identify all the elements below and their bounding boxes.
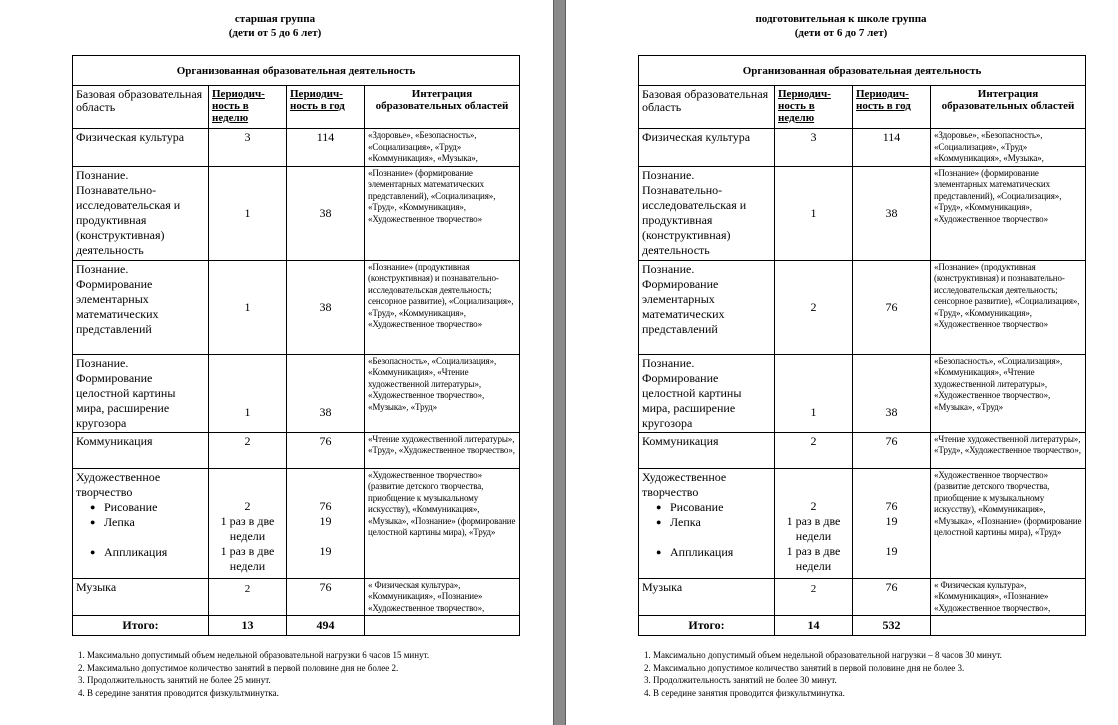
list-item: ● Аппликация (658, 545, 771, 560)
integration-cell: «Художественное творчество» (развитие детского творчества, приобщение к музыкальному искусству), «Коммуникация», «Музыка», «Познание» (формирование целостной картины мира), «Труд» (931, 468, 1086, 578)
group-name: старшая группа (234, 13, 316, 25)
table-title: Организованная образовательная деятельность (73, 56, 520, 86)
group-age: (дети от 6 до 7 лет) (794, 27, 888, 39)
integration-cell: «Здоровье», «Безопасность», «Социализация», «Труд» «Коммуникация», «Музыка», (931, 129, 1086, 167)
area-cell: Познание. Формирование целостной картины мира, расширение кругозора (639, 354, 775, 432)
page-title (140, 12, 410, 40)
header-year: Периодич-ность в год (287, 86, 365, 129)
week-cell: 3 (209, 129, 287, 167)
year-cell: 76 (853, 260, 931, 354)
year-cell: 76 (853, 578, 931, 616)
week-cell: 3 (775, 129, 853, 167)
note-item: 2. Максимально допустимое количество занятий в первой половине дня не более 3. (644, 662, 965, 673)
table-row (73, 578, 520, 616)
note-item: 1. Максимально допустимый объем недельной образовательной нагрузки 6 часов 15 минут. (78, 650, 430, 660)
total-empty (365, 616, 520, 636)
week-cell: 2 (775, 432, 853, 468)
table-row (73, 166, 520, 260)
table-title: Организованная образовательная деятельность (639, 56, 1086, 86)
year-value: 19 (885, 543, 898, 558)
table-row (639, 129, 1086, 167)
note-item: 3. Продолжительность занятий не более 25 минут. (78, 675, 271, 685)
year-cell: 38 (853, 354, 931, 432)
note-item: 4. В середине занятия проводится физкультминутка. (78, 687, 279, 698)
table-title-row (639, 56, 1086, 86)
total-week: 14 (775, 616, 853, 636)
group-age: (дети от 5 до 6 лет) (228, 27, 322, 39)
year-value: 19 (319, 513, 332, 528)
integration-cell: « Физическая культура», «Коммуникация», «Познание» «Художественное творчество», (931, 578, 1086, 616)
week-cell (209, 468, 287, 578)
schedule-table (72, 55, 520, 636)
week-cell: 1 (775, 166, 853, 260)
page-divider (553, 0, 566, 725)
week-cell: 1 (209, 354, 287, 432)
area-cell: Коммуникация (73, 432, 209, 468)
year-cell: 76 (853, 432, 931, 468)
header-row (73, 86, 520, 129)
year-cell: 76 (287, 578, 365, 616)
note-item: 3. Продолжительность занятий не более 30 минут. (644, 675, 837, 685)
document-page-right (566, 0, 1118, 725)
week-value: 2 (810, 498, 817, 513)
week-value: 1 раз в две недели (220, 513, 275, 543)
header-year: Периодич-ность в год (853, 86, 931, 129)
year-value: 76 (885, 498, 898, 513)
notes-list (78, 649, 429, 699)
total-year: 532 (853, 616, 931, 636)
week-cell: 2 (209, 432, 287, 468)
year-value: 19 (885, 513, 898, 528)
year-cell (287, 468, 365, 578)
header-integration: Интеграция образовательных областей (365, 86, 520, 129)
table-row (73, 468, 520, 578)
header-week: Периодич-ность в неделю (775, 86, 853, 129)
week-value: 1 раз в две недели (220, 543, 275, 573)
area-cell: Познание. Формирование элементарных математических представлений (73, 260, 209, 354)
header-row (639, 86, 1086, 129)
integration-cell: «Познание» (продуктивная (конструктивная) и познавательно-исследовательская деятельность; сенсорное развитие), «Социализация», «Труд», «Коммуникация», «Художественное творчество» (365, 260, 520, 354)
document-page-left (0, 0, 553, 725)
table-row (639, 432, 1086, 468)
year-cell (853, 468, 931, 578)
total-label: Итого: (639, 616, 775, 636)
integration-cell: «Чтение художественной литературы», «Труд», «Художественное творчество», (365, 432, 520, 468)
art-area-title: Художественное творчество (76, 469, 161, 499)
week-value: 2 (244, 498, 251, 513)
area-cell: Познание. Познавательно-исследовательская и продуктивная (конструктивная) деятельность (639, 166, 775, 260)
week-cell: 2 (775, 578, 853, 616)
schedule-table (638, 55, 1086, 636)
total-label: Итого: (73, 616, 209, 636)
area-cell: Музыка (639, 578, 775, 616)
table-row (639, 354, 1086, 432)
table-row (73, 260, 520, 354)
integration-cell: «Здоровье», «Безопасность», «Социализация», «Труд» «Коммуникация», «Музыка», (365, 129, 520, 167)
integration-cell: «Познание» (формирование элементарных математических представлений), «Социализация», «Труд», «Коммуникация», «Художественное творчество» (931, 166, 1086, 260)
notes-list (644, 649, 1002, 699)
table-row (639, 468, 1086, 578)
week-cell: 1 (775, 354, 853, 432)
art-area-title: Художественное творчество (642, 469, 727, 499)
table-title-row (73, 56, 520, 86)
integration-cell: «Познание» (формирование элементарных математических представлений), «Социализация», «Труд», «Коммуникация», «Художественное творчество» (365, 166, 520, 260)
integration-cell: «Чтение художественной литературы», «Труд», «Художественное творчество», (931, 432, 1086, 468)
area-cell (639, 468, 775, 578)
table-row (73, 129, 520, 167)
year-value: 19 (319, 543, 332, 558)
list-item: ● Рисование (658, 500, 771, 515)
integration-cell: «Художественное творчество» (развитие детского творчества, приобщение к музыкальному искусству), «Коммуникация», «Музыка», «Познание» (формирование целостной картины мира), «Труд» (365, 468, 520, 578)
area-cell: Физическая культура (73, 129, 209, 167)
year-cell: 114 (287, 129, 365, 167)
header-week: Периодич-ность в неделю (209, 86, 287, 129)
year-cell: 114 (853, 129, 931, 167)
area-cell: Познание. Познавательно-исследовательская и продуктивная (конструктивная) деятельность (73, 166, 209, 260)
note-item: 1. Максимально допустимый объем недельной образовательной нагрузки – 8 часов 30 минут. (644, 650, 1002, 660)
list-item: ● Лепка (658, 515, 771, 530)
year-cell: 38 (287, 354, 365, 432)
integration-cell: «Безопасность», «Социализация», «Коммуникация», «Чтение художественной литературы», «Художественное творчество», «Музыка», «Труд» (931, 354, 1086, 432)
week-cell: 2 (209, 578, 287, 616)
note-item: 2. Максимально допустимое количество занятий в первой половине дня не более 2. (78, 662, 399, 673)
list-item: ● Лепка (92, 515, 205, 530)
area-cell: Музыка (73, 578, 209, 616)
area-cell: Коммуникация (639, 432, 775, 468)
week-cell: 1 (209, 260, 287, 354)
year-value: 76 (319, 498, 332, 513)
year-cell: 38 (287, 166, 365, 260)
integration-cell: «Безопасность», «Социализация», «Коммуникация», «Чтение художественной литературы», «Художественное творчество», «Музыка», «Труд» (365, 354, 520, 432)
integration-cell: «Познание» (продуктивная (конструктивная) и познавательно-исследовательская деятельность; сенсорное развитие), «Социализация», «Труд», «Коммуникация», «Художественное творчество» (931, 260, 1086, 354)
header-integration: Интеграция образовательных областей (931, 86, 1086, 129)
integration-cell: « Физическая культура», «Коммуникация», «Познание» «Художественное творчество», (365, 578, 520, 616)
note-item: 4. В середине занятия проводится физкультминутка. (644, 687, 845, 698)
year-cell: 76 (287, 432, 365, 468)
week-cell: 1 (209, 166, 287, 260)
table-row (73, 432, 520, 468)
page-title (696, 12, 986, 40)
total-empty (931, 616, 1086, 636)
header-area: Базовая образовательная область (73, 86, 209, 129)
week-cell: 2 (775, 260, 853, 354)
header-area: Базовая образовательная область (639, 86, 775, 129)
art-sublist (92, 500, 205, 560)
table-row (639, 578, 1086, 616)
year-cell: 38 (287, 260, 365, 354)
table-row (639, 260, 1086, 354)
art-sublist (658, 500, 771, 560)
week-value: 1 раз в две недели (786, 543, 841, 573)
total-row (73, 616, 520, 636)
week-cell (775, 468, 853, 578)
area-cell: Познание. Формирование элементарных математических представлений (639, 260, 775, 354)
area-cell: Физическая культура (639, 129, 775, 167)
year-cell: 38 (853, 166, 931, 260)
list-item: ● Аппликация (92, 545, 205, 560)
table-row (73, 354, 520, 432)
area-cell (73, 468, 209, 578)
group-name: подготовительная к школе группа (755, 13, 927, 25)
total-year: 494 (287, 616, 365, 636)
table-row (639, 166, 1086, 260)
total-week: 13 (209, 616, 287, 636)
area-cell: Познание. Формирование целостной картины мира, расширение кругозора (73, 354, 209, 432)
total-row (639, 616, 1086, 636)
week-value: 1 раз в две недели (786, 513, 841, 543)
list-item: ● Рисование (92, 500, 205, 515)
